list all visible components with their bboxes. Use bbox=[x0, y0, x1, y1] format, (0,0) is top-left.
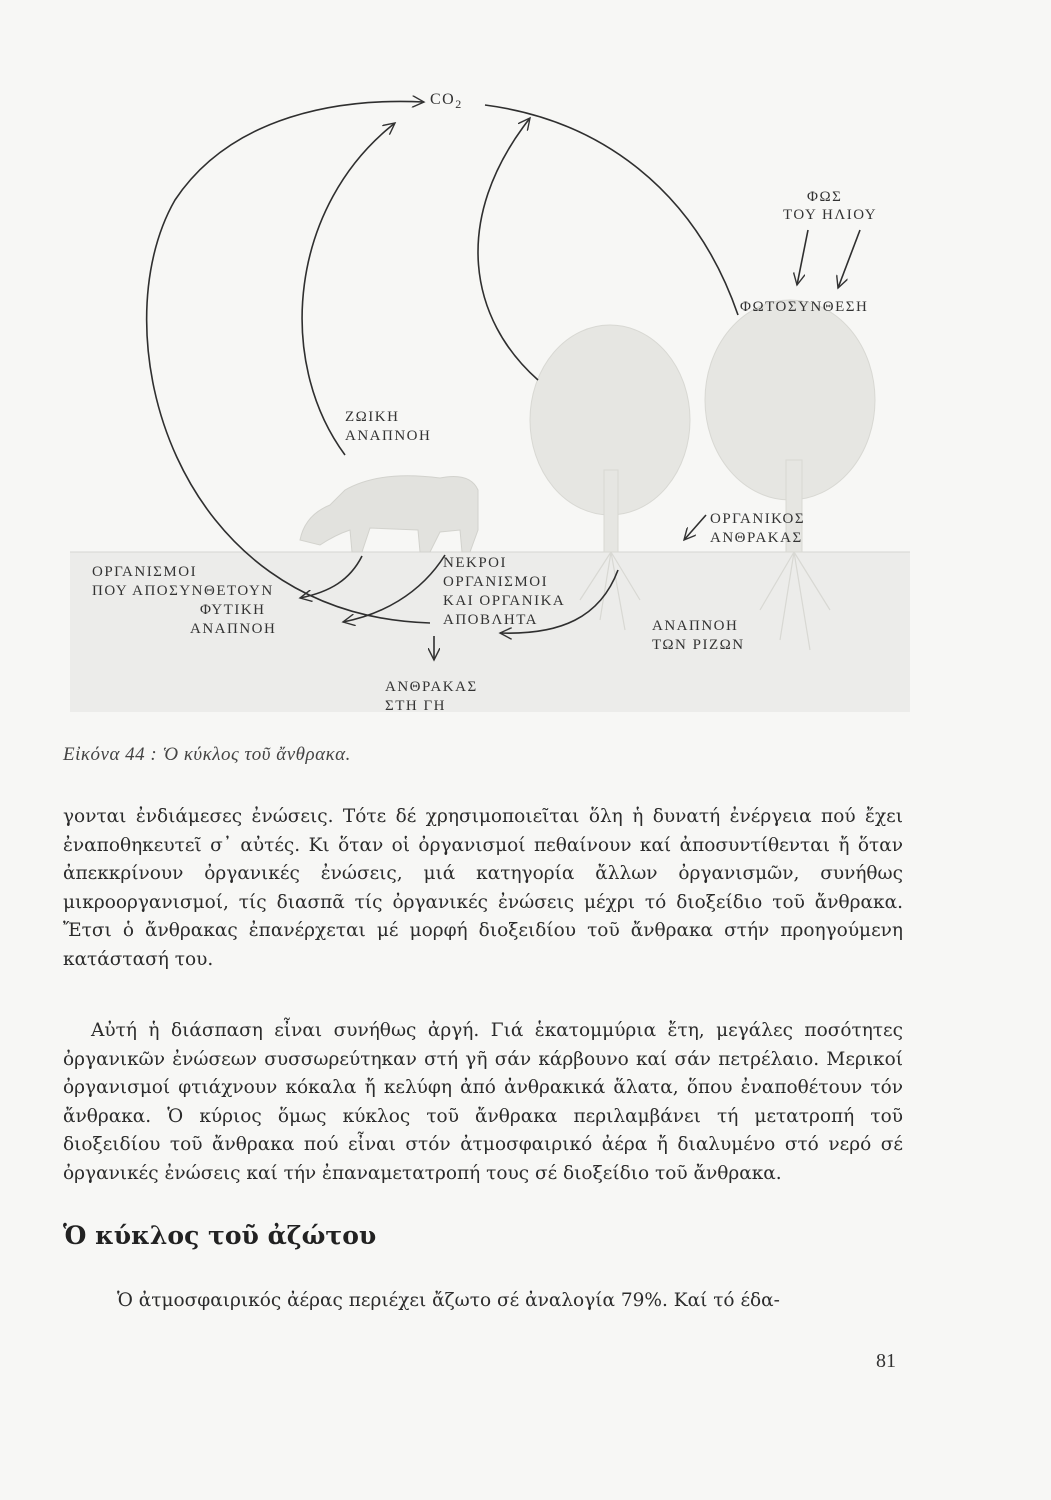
sunlight-arrow-1 bbox=[797, 230, 808, 285]
organic-carbon-rise-arrow bbox=[478, 118, 538, 380]
animal-respiration-arrow bbox=[302, 123, 395, 455]
section-heading: Ὁ κύκλος τοῦ ἀζώτου bbox=[63, 1221, 377, 1250]
figure-caption: Εἰκόνα 44 : Ὁ κύκλος τοῦ ἄνθρακα. bbox=[63, 744, 351, 765]
decomposers-label: ΟΡΓΑΝΙΣΜΟΙ ΠΟΥ ΑΠΟΣΥΝΘΕΤΟΥΝ bbox=[92, 564, 274, 599]
soil-carbon-label: ΑΝΘΡΑΚΑΣ ΣΤΗ ΓΗ bbox=[385, 679, 478, 714]
paragraph-3: Ὁ ἀτμοσφαιρικός ἀέρας περιέχει ἄζωτο σέ ἀναλογία 79%. Καί τό έδα- bbox=[117, 1290, 780, 1311]
cycle-right-arc bbox=[485, 105, 738, 315]
paragraph-2: Αὐτή ἡ διάσπαση εἶναι συνήθως ἀργή. Γιά ἑκατομμύρια ἔτη, μεγάλες ποσότητες ὀργανικῶν ἐνώσεων συσσωρεύτηκαν στή γῆ σάν κάρβουνο καί σάν πετρέλαιο. Μερικοί ὀργανισμοί φτιάχνουν κόκαλα ἤ κελύφη ἀπό ἀνθρακικά ἅλατα, ὅπου ἐναποθέτουν τόν ἄνθρακα. Ὁ κύριος ὅμως κύκλος τοῦ ἄνθρακα περιλαμβάνει τή μετατροπή τοῦ διοξειδίου τοῦ ἄνθρακα πού εἶναι στόν ἀτμοσφαιρικό ἀέρα ἤ διαλυμένο στό νερό σέ ὀργανικές ἐνώσεις καί τήν ἐπαναμετατροπή τους σέ διοξείδιο τοῦ ἄνθρακα. bbox=[63, 1020, 903, 1184]
paragraph-1: γονται ἐνδιάμεσες ἐνώσεις. Τότε δέ χρησιμοποιεῖται ὅλη ἡ δυνατή ἐνέργεια πού ἔχει ἐναποθηκευτεῖ σ᾿ αὐτές. Κι ὅταν οἱ ὀργανισμοί πεθαίνουν καί ἀποσυντίθενται ἤ ὅταν ἀπεκκρίνουν ὀργανικές ἐνώσεις, μιά κατηγορία ἄλλων ὀργανισμῶν, συνήθως μικροοργανισμοί, τίς διασπᾶ τίς ὀργανικές ἐνώσεις μέχρι τό διοξείδιο τοῦ ἄνθρακα. Ἔτσι ὁ ἄνθρακας ἐπανέρχεται μέ μορφή διοξειδίου τοῦ ἄνθρακα στήν προηγούμενη κατάστασή του. bbox=[63, 806, 903, 970]
co2-label: $CO_2$ bbox=[430, 91, 463, 112]
photosynthesis-label: ΦΩΤΟΣΥΝΘΕΣΗ bbox=[740, 299, 869, 315]
root-respiration-label: ΑΝΑΠΝΟΗ ΤΩΝ ΡΙΖΩΝ bbox=[652, 618, 745, 653]
cycle-left-arc bbox=[147, 101, 430, 623]
tree-illustration bbox=[530, 300, 875, 552]
page-number: 81 bbox=[876, 1350, 896, 1372]
sunlight-label: ΦΩΣ ΤΟΥ ΗΛΙΟΥ bbox=[783, 189, 878, 223]
plant-respiration-label: ΦΥΤΙΚΗ ΑΝΑΠΝΟΗ bbox=[190, 602, 277, 637]
organic-carbon-down-arrow bbox=[684, 515, 706, 540]
organic-carbon-label: ΟΡΓΑΝΙΚΟΣ ΑΝΘΡΑΚΑΣ bbox=[710, 511, 806, 546]
cow-illustration bbox=[300, 476, 478, 552]
animal-respiration-label: ΖΩΙΚΗ ΑΝΑΠΝΟΗ bbox=[345, 409, 432, 444]
sunlight-arrow-2 bbox=[838, 230, 860, 288]
dead-organisms-label: ΝΕΚΡΟΙ ΟΡΓΑΝΙΣΜΟΙ ΚΑΙ ΟΡΓΑΝΙΚΑ ΑΠΟΒΛΗΤΑ bbox=[443, 555, 566, 628]
